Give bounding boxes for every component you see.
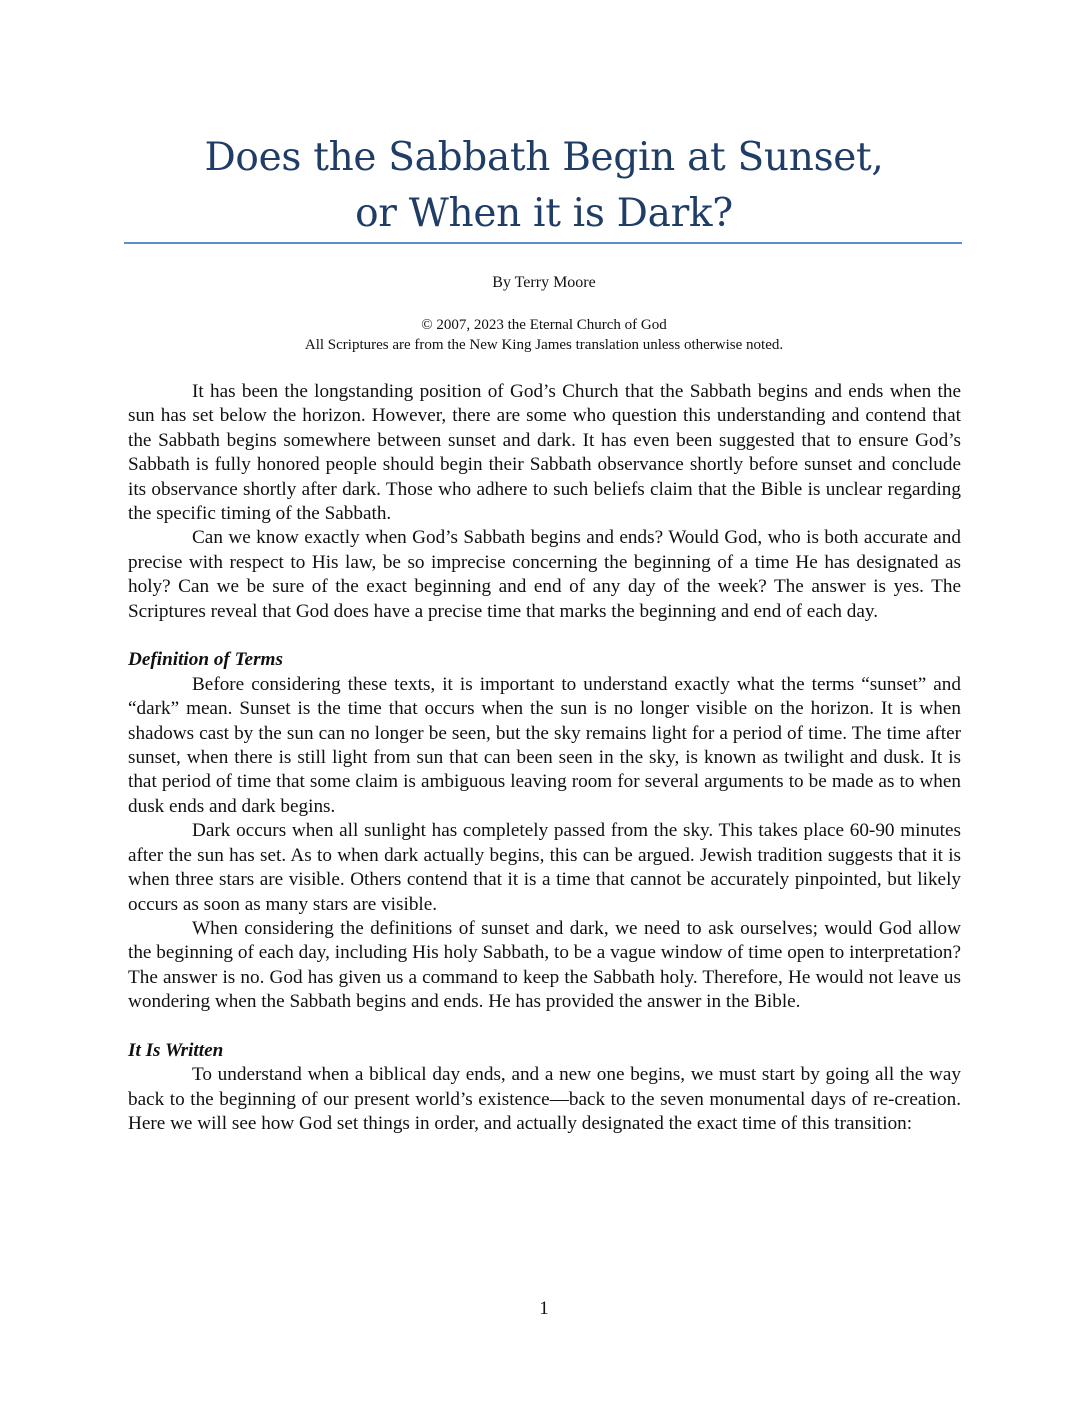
section-heading-it-is-written: It Is Written <box>128 1039 224 1061</box>
author-byline: By Terry Moore <box>492 274 596 291</box>
section-spacer <box>128 624 961 648</box>
section-paragraph: To understand when a biblical day ends, and a new one begins, we must start by going all the way back to the beginning of our present world’s existence—back to the seven monumental days of re-creation. Here we will see how God set things in order, and actually designated the exact time of this transition: <box>128 1064 961 1135</box>
section-paragraph: Dark occurs when all sunlight has completely passed from the sky. This takes place 60-90 minutes after the sun has set. As to when dark actually begins, this can be argued. Jewish tradition suggests that it is when three stars are visible. Others contend that it is a time that cannot be accurately pinpointed, but likely occurs as soon as many stars are visible. <box>128 820 961 915</box>
title-underline <box>124 242 962 244</box>
section-paragraph: Before considering these texts, it is important to understand exactly what the terms “sunset” and “dark” mean. Sunset is the time that occurs when the sun is no longer visible on the horizon. It is when shadows cast by the sun can no longer be seen, but the sky remains light for a period of time. The time after sunset, when there is still light from sun that can been seen in the sky, is known as twilight and dusk. It is that period of time that some claim is ambiguous leaving room for several arguments to be made as to when dusk ends and dark begins. <box>128 673 961 817</box>
document-body <box>128 380 961 1137</box>
copyright-notice <box>126 315 962 355</box>
intro-paragraph: It has been the longstanding position of God’s Church that the Sabbath begins and ends when the sun has set below the horizon. However, there are some who question this understanding and contend that the Sabbath begins somewhere between sunset and dark. It has even been suggested that to ensure God’s Sabbath is fully honored people should begin their Sabbath observance shortly before sunset and conclude its observance shortly after dark. Those who adhere to such beliefs claim that the Bible is unclear regarding the specific timing of the Sabbath. <box>128 381 961 525</box>
section-heading-definition-of-terms: Definition of Terms <box>128 649 283 671</box>
copyright-line: © 2007, 2023 the Eternal Church of God <box>421 317 667 333</box>
section-paragraph: When considering the definitions of sunset and dark, we need to ask ourselves; would God allow the beginning of each day, including His holy Sabbath, to be a vague window of time open to interpretation? The answer is no. God has given us a command to keep the Sabbath holy. Therefore, He would not leave us wondering when the Sabbath begins and ends. He has provided the answer in the Bible. <box>128 917 961 1013</box>
title-line-1: Does the Sabbath Begin at Sunset, <box>204 135 884 180</box>
scripture-note: All Scriptures are from the New King James translation unless otherwise noted. <box>304 337 784 353</box>
section-spacer <box>128 1015 961 1039</box>
title-line-2: or When it is Dark? <box>355 191 733 236</box>
document-title <box>126 130 962 242</box>
intro-paragraph: Can we know exactly when God’s Sabbath begins and ends? Would God, who is both accurate and precise with respect to His law, be so imprecise concerning the beginning of a time He has designated as holy? Can we be sure of the exact beginning and end of any day of the week? The answer is yes. The Scriptures reveal that God does have a precise time that marks the beginning and end of each day. <box>128 527 961 622</box>
page-number: 1 <box>539 1298 549 1319</box>
